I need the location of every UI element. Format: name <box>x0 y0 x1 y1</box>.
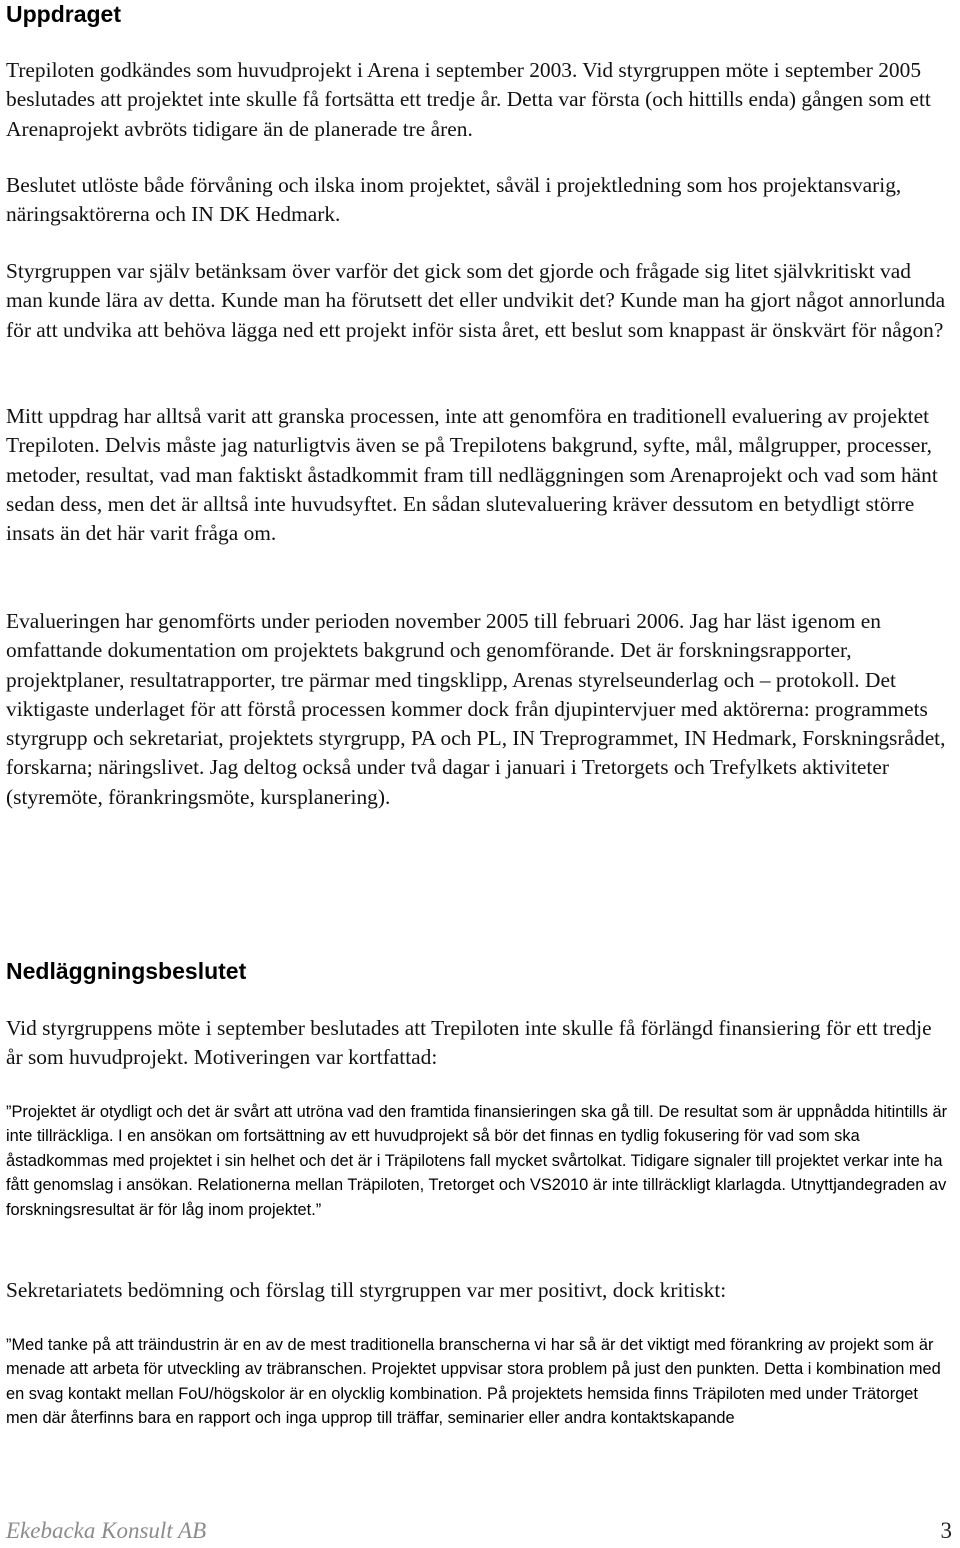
page-number: 3 <box>940 1518 952 1543</box>
paragraph-uppdrag: Mitt uppdrag har alltså varit att granska processen, inte att genomföra en traditionell evaluering av projektet Trepiloten. Delvis måste jag naturligtvis även se på Trepilotens bakgrund, syfte, mål, målgrupper, processer, metoder, resultat, vad man faktiskt åstadkommit fram till nedläggningen som Arenaprojekt och vad som hänt sedan dess, men det är alltså inte huvudsyftet. En sådan slutevaluering kräver dessutom en betydligt större insats än det här varit fråga om. <box>6 404 938 546</box>
quote-styrgruppen: ”Projektet är otydligt och det är svårt att utröna vad den framtida finansieringen ska gå till. De resultat som är uppnådda hitintills är inte tillräckliga. I en ansökan om fortsättning av ett huvudprojekt så bör det finnas en tydlig fokusering för vad som ska åstadkommas med projektet i sin helhet och det är i Träpilotens fall mycket svårtolkat. Tidigare signaler till projektet verkar inte ha fått genomslag i ansökan. Relationerna mellan Träpiloten, Tretorget och VS2010 är inte tillräckligt klarlagda. Utnyttjandegraden av forskningsresultat är för låg inom projektet.” <box>6 1103 948 1219</box>
paragraph-intro: Trepiloten godkändes som huvudprojekt i Arena i september 2003. Vid styrgruppen möte i september 2005 beslutades att projektet inte skulle få fortsätta ett tredje år. Detta var första (och hittills enda) gången som ett Arenaprojekt avbröts tidigare än de planerade tre åren. <box>6 58 931 141</box>
page-footer <box>6 1518 952 1548</box>
paragraph-styrgruppen: Styrgruppen var själv betänksam över varför det gick som det gjorde och frågade sig litet självkritiskt vad man kunde lära av detta. Kunde man ha förutsett det eller undvikit det? Kunde man ha gjort något annorlunda för att undvika att behöva lägga ned ett projekt inför sista året, ett beslut som knappast är önskvärt för någon? <box>6 259 946 342</box>
paragraph-sekretariatet: Sekretariatets bedömning och förslag till styrgruppen var mer positivt, dock kritiskt: <box>6 1278 727 1302</box>
quote-sekretariatet: ”Med tanke på att träindustrin är en av de mest traditionella branscherna vi har så är det viktigt med förankring av projekt som är menade att arbeta för utveckling av träbranschen. Projektet uppvisar stora problem på just den punkten. Detta i kombination med en svag kontakt mellan FoU/högskolor är en olycklig kombination. På projektets hemsida finns Träpiloten med under Trätorget men där återfinns bara en rapport och inga upprop till träffar, seminarier eller andra kontaktskapande <box>6 1336 941 1428</box>
section-heading-nedlaggningsbeslutet: Nedläggningsbeslutet <box>6 958 247 984</box>
paragraph-beslutet: Beslutet utlöste både förvåning och ilska inom projektet, såväl i projektledning som hos projektansvarig, näringsaktörerna och IN DK Hedmark. <box>6 173 902 227</box>
paragraph-vid-styrgruppens-mote: Vid styrgruppens möte i september beslutades att Trepiloten inte skulle få förlängd finansiering för ett tredje år som huvudprojekt. Motiveringen var kortfattad: <box>6 1016 932 1070</box>
section-heading-uppdraget: Uppdraget <box>6 1 121 27</box>
footer-company-name: Ekebacka Konsult AB <box>6 1518 207 1543</box>
paragraph-evalueringen: Evalueringen har genomförts under perioden november 2005 till februari 2006. Jag har läst igenom en omfattande dokumentation om projektets bakgrund och genomförande. Det är forskningsrapporter, projektplaner, resultatrapporter, tre pärmar med tingsklipp, Arenas styrelseunderlag och – protokoll. Det viktigaste underlaget för att förstå processen kommer dock från djupintervjuer med aktörerna: programmets styrgrupp och sekretariat, projektets styrgrupp, PA och PL, IN Treprogrammet, IN Hedmark, Forskningsrådet, forskarna; näringslivet. Jag deltog också under två dagar i januari i Tretorgets och Trefylkets aktiviteter (styremöte, förankringsmöte, kursplanering). <box>6 609 946 809</box>
